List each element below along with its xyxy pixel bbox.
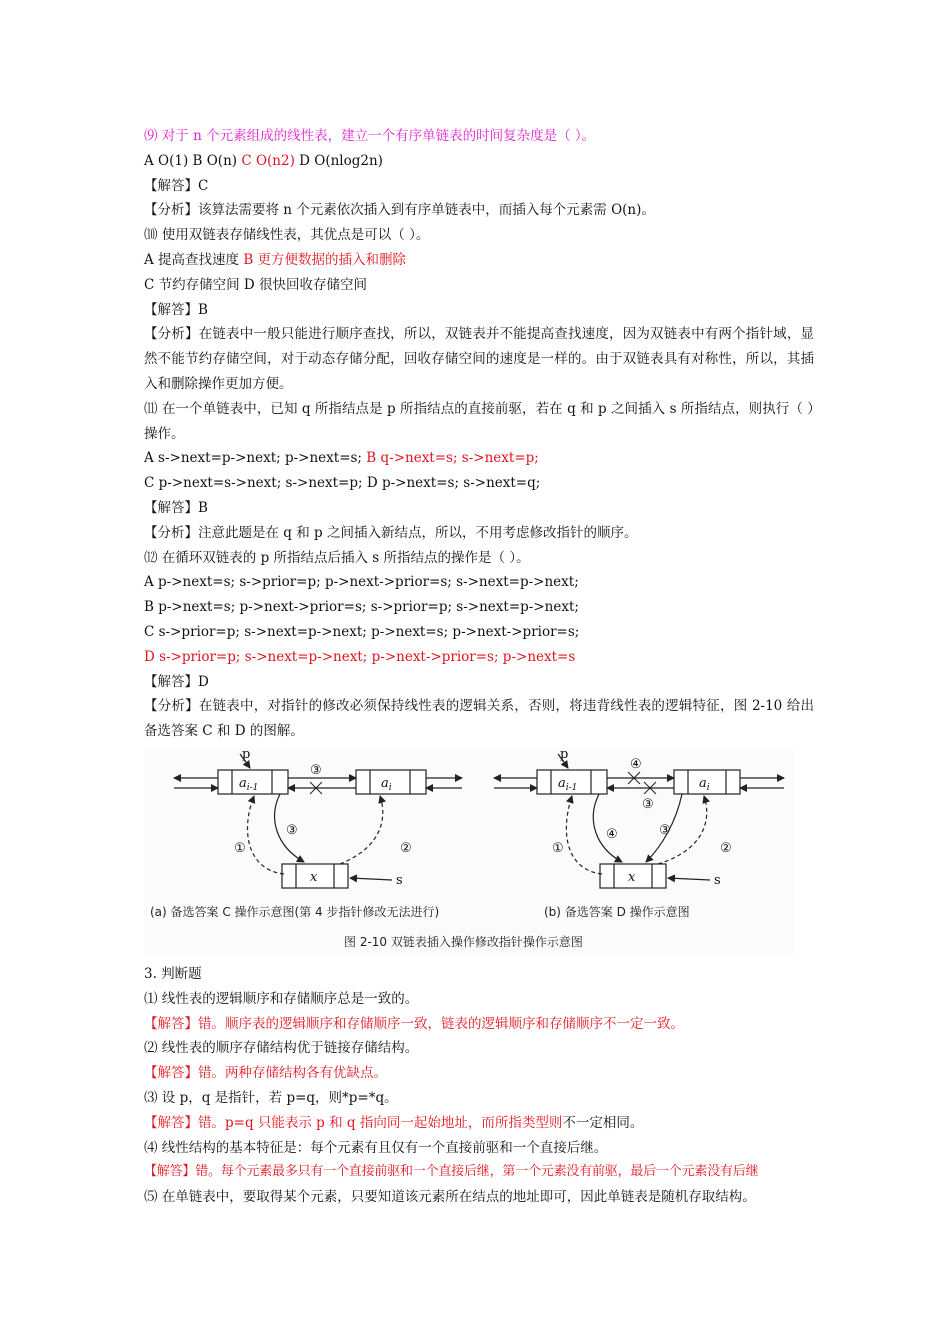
label-ai-a: $a_i$ — [381, 775, 392, 793]
q10-title: ⑽ 使用双链表存储线性表，其优点是可以（ ）。 — [144, 227, 430, 244]
q10-option-a: A 提高查找速度 — [144, 251, 244, 268]
label-p-b: p — [560, 747, 569, 762]
q9-answer: 【解答】C — [144, 177, 209, 194]
judge-3-answer-red: 【解答】错。p=q 只能表示 p 和 q 指向同一起始地址，而所指类型则 — [144, 1114, 563, 1131]
q10-option-b-correct: B 更方便数据的插入和删除 — [243, 251, 407, 268]
step1-a: ① — [234, 840, 246, 856]
label-p-a: p — [242, 747, 251, 762]
label-x-a: x — [310, 869, 318, 885]
q10-options-cd: C 节约存储空间 D 很快回收存储空间 — [144, 276, 368, 293]
label-s-a: s — [396, 872, 403, 888]
judge-3: ⑶ 设 p，q 是指针，若 p=q，则*p=*q。 — [144, 1089, 398, 1106]
judge-2: ⑵ 线性表的顺序存储结构优于链接存储结构。 — [144, 1040, 419, 1057]
step4-top-b: ④ — [630, 756, 642, 772]
q9-options — [144, 149, 814, 174]
step2-b: ② — [720, 840, 732, 856]
caption-b: (b) 备选答案 D 操作示意图 — [544, 904, 690, 919]
figure-caption: 图 2-10 双链表插入操作修改指针操作示意图 — [344, 934, 583, 949]
q12-option-a: A p->next=s; s->prior=p; p->next->prior=s; s->next=p->next; — [144, 574, 579, 591]
section3-title: 3. 判断题 — [144, 965, 202, 982]
q11-options-cd: C p->next=s->next; s->next=p; D p->next=s; s->next=q; — [144, 475, 541, 492]
q10-options-ab — [144, 248, 814, 273]
q12-title: ⑿ 在循环双链表的 p 所指结点后插入 s 所指结点的操作是（ ）。 — [144, 549, 530, 566]
judge-4: ⑷ 线性结构的基本特征是：每个元素有且仅有一个直接前驱和一个直接后继。 — [144, 1139, 608, 1156]
q11-option-a: A s->next=p->next; p->next=s; — [144, 450, 367, 467]
label-x-b: x — [628, 869, 636, 885]
q11-options-ab — [144, 446, 814, 471]
step2-a: ② — [400, 840, 412, 856]
document-page — [144, 124, 814, 1210]
step3-top-b: ③ — [642, 796, 654, 812]
q11-analysis: 【分析】注意此题是在 q 和 p 之间插入新结点，所以，不用考虑修改指针的顺序。 — [144, 524, 638, 541]
q12-analysis: 【分析】在链表中，对指针的修改必须保持线性表的逻辑关系，否则，将违背线性表的逻辑特征，图 2-10 给出备选答案 C 和 D 的图解。 — [144, 698, 814, 740]
step4-b: ④ — [606, 826, 618, 842]
judge-1-answer: 【解答】错。顺序表的逻辑顺序和存储顺序一致，链表的逻辑顺序和存储顺序不一定一致。 — [144, 1015, 684, 1032]
step3-b: ③ — [659, 822, 671, 838]
q9-analysis: 【分析】该算法需要将 n 个元素依次插入到有序单链表中，而插入每个元素需 O(n)。 — [144, 202, 655, 219]
label-s-b: s — [714, 872, 721, 888]
q11-title: ⑾ 在一个单链表中，已知 q 所指结点是 p 所指结点的直接前驱，若在 q 和 p 之间插入 s 所指结点，则执行（ ）操作。 — [144, 400, 814, 442]
label-ai-1-b: $a_{i-1}$ — [558, 775, 578, 793]
q11-answer: 【解答】B — [144, 499, 208, 516]
step3-top-a: ③ — [310, 762, 322, 778]
label-ai-1-a: $a_{i-1}$ — [239, 775, 259, 793]
q9-options-ab: A O(1) B O(n) — [144, 152, 242, 169]
label-ai-b: $a_i$ — [699, 775, 710, 793]
judge-3-answer — [144, 1111, 814, 1136]
q9-option-d: D O(nlog2n) — [294, 152, 383, 169]
judge-5: ⑸ 在单链表中，要取得某个元素，只要知道该元素所在结点的地址即可，因此单链表是随机存取结构。 — [144, 1189, 756, 1206]
figure-2-10 — [144, 748, 794, 956]
judge-3-answer-black: 不一定相同。 — [562, 1114, 644, 1131]
q9-title: ⑼ 对于 n 个元素组成的线性表，建立一个有序单链表的时间复杂度是（ ）。 — [144, 128, 596, 144]
q12-option-b: B p->next=s; p->next->prior=s; s->prior=p; s->next=p->next; — [144, 599, 579, 616]
q10-answer: 【解答】B — [144, 301, 208, 318]
doubly-linked-list-diagram — [144, 748, 794, 956]
judge-1: ⑴ 线性表的逻辑顺序和存储顺序总是一致的。 — [144, 990, 419, 1007]
q12-option-d-correct: D s->prior=p; s->next=p->next; p->next->prior=s; p->next=s — [144, 648, 576, 665]
step3-a: ③ — [286, 822, 298, 838]
diagram-b — [494, 754, 784, 888]
judge-4-answer: 【解答】错。每个元素最多只有一个直接前驱和一个直接后继，第一个元素没有前驱，最后一个元素没有后继 — [144, 1164, 759, 1180]
judge-2-answer: 【解答】错。两种存储结构各有优缺点。 — [144, 1065, 387, 1082]
caption-a: (a) 备选答案 C 操作示意图(第 4 步指针修改无法进行) — [150, 904, 440, 919]
q10-analysis: 【分析】在链表中一般只能进行顺序查找，所以，双链表并不能提高查找速度，因为双链表中有两个指针域，显然不能节约存储空间，对于动态存储分配，回收存储空间的速度是一样的。由于双链表具有对称性，所以，其插入和删除操作更加方便。 — [144, 326, 814, 392]
q12-option-c: C s->prior=p; s->next=p->next; p->next=s; p->next->prior=s; — [144, 623, 580, 640]
step1-b: ① — [552, 840, 564, 856]
q12-answer: 【解答】D — [144, 673, 209, 690]
q11-option-b-correct: B q->next=s; s->next=p; — [366, 450, 539, 467]
q9-option-c-correct: C O(n2) — [241, 152, 295, 169]
